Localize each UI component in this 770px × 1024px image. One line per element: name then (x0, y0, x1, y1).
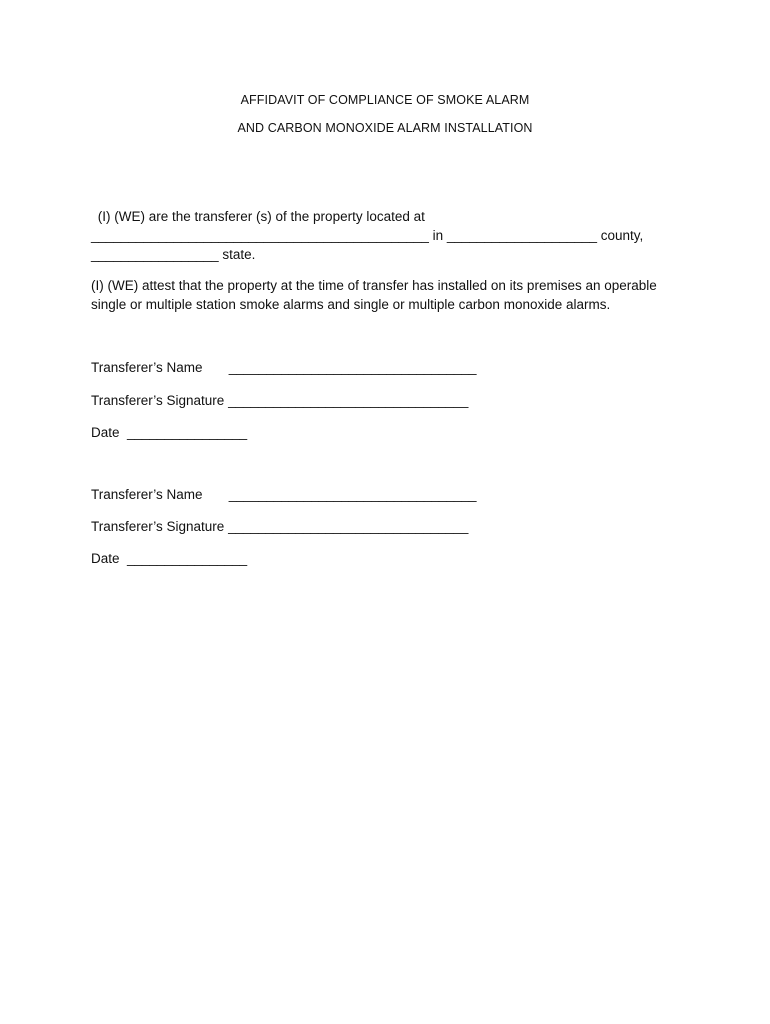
transferer-2-name-field: Transferer’s Name _________________________________ (91, 487, 477, 502)
transferer-2-date-field: Date ________________ (91, 551, 248, 566)
document-title-line-1: AFFIDAVIT OF COMPLIANCE OF SMOKE ALARM (240, 93, 530, 107)
document-title-line-2: AND CARBON MONOXIDE ALARM INSTALLATION (237, 121, 533, 135)
property-location-blank-line: _____________________________________________ in ____________________ county, (91, 228, 644, 243)
transferer-1-name-field: Transferer’s Name _________________________________ (91, 360, 477, 375)
property-statement-line-1: (I) (WE) are the transferer (s) of the property located at (94, 209, 425, 224)
attestation-line-2: single or multiple station smoke alarms and single or multiple carbon monoxide alarms. (91, 297, 611, 312)
transferer-1-signature-field: Transferer’s Signature ________________________________ (91, 393, 469, 408)
attestation-line-1: (I) (WE) attest that the property at the time of transfer has installed on its premises an operable (91, 278, 657, 293)
transferer-1-date-field: Date ________________ (91, 425, 248, 440)
property-state-blank-line: _________________ state. (91, 247, 256, 262)
transferer-2-signature-field: Transferer’s Signature ________________________________ (91, 519, 469, 534)
